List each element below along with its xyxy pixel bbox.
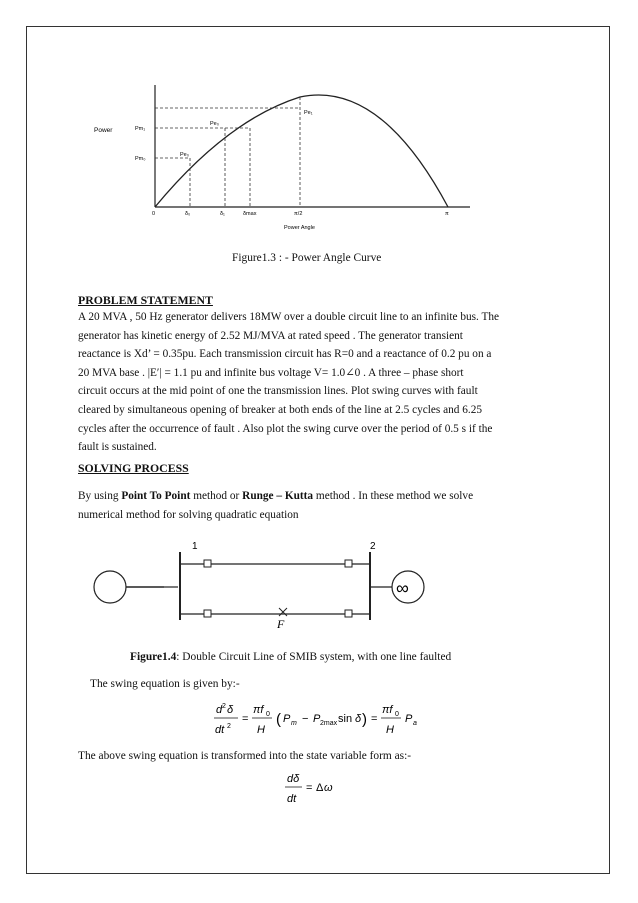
breaker-icon bbox=[204, 610, 211, 617]
svg-text:P: P bbox=[313, 713, 321, 725]
svg-text:m: m bbox=[291, 720, 297, 727]
svg-text:H: H bbox=[386, 724, 394, 736]
svg-text:2max: 2max bbox=[320, 720, 338, 727]
svg-text:): ) bbox=[362, 711, 367, 728]
smib-diagram bbox=[80, 532, 540, 632]
x-tick-pi: π bbox=[445, 211, 449, 217]
power-angle-curve bbox=[80, 80, 560, 240]
svg-text:Δ: Δ bbox=[316, 782, 324, 794]
curve-label-pe1: Pe₁ bbox=[304, 110, 313, 116]
svg-text:d: d bbox=[216, 704, 223, 716]
figure14-caption bbox=[130, 651, 451, 663]
y-tick-pm1: Pm₁ bbox=[135, 126, 146, 132]
svg-text:=: = bbox=[242, 713, 249, 725]
svg-text:δ: δ bbox=[355, 713, 362, 725]
svg-text:=: = bbox=[371, 713, 378, 725]
svg-text:0: 0 bbox=[266, 711, 270, 718]
svg-text:sin: sin bbox=[338, 713, 353, 725]
x-tick-0: 0 bbox=[152, 211, 156, 217]
solving-heading: SOLVING PROCESS bbox=[78, 461, 189, 475]
svg-text:dδ: dδ bbox=[287, 773, 300, 785]
svg-text:(: ( bbox=[276, 711, 281, 728]
figure14-caption-rest: : Double Circuit Line of SMIB system, with one line faulted bbox=[176, 651, 452, 663]
breaker-icon bbox=[345, 610, 352, 617]
solving-line2: numerical method for solving quadratic equation bbox=[78, 508, 299, 521]
bus-2-label: 2 bbox=[370, 541, 376, 552]
state-intro: The above swing equation is transformed into the state variable form as:- bbox=[78, 750, 412, 762]
svg-text:dt: dt bbox=[215, 724, 225, 736]
x-tick-d1: δ₁ bbox=[220, 211, 225, 217]
y-axis-label: Power bbox=[94, 127, 113, 134]
generator-icon bbox=[94, 571, 126, 603]
solving-pre: By using bbox=[78, 490, 122, 502]
method-point-to-point: Point To Point bbox=[121, 490, 191, 502]
swing-equation bbox=[210, 697, 460, 743]
svg-text:−: − bbox=[302, 713, 309, 725]
bus-1-label: 1 bbox=[192, 541, 198, 552]
svg-text:0: 0 bbox=[395, 711, 399, 718]
problem-line: cycles after the occurrence of fault . Also plot the swing curve over the period of 0.5 s if the bbox=[78, 422, 493, 435]
problem-line: reactance is Xd’ = 0.35pu. Each transmission circuit has R=0 and a reactance of 0.2 pu on a bbox=[78, 348, 492, 361]
problem-line: generator has kinetic energy of 2.52 MJ/MVA at rated speed . The generator transient bbox=[78, 329, 463, 342]
problem-line: circuit occurs at the mid point of one the transmission lines. Plot swing curves with fault bbox=[78, 385, 478, 398]
y-tick-pm0: Pm₀ bbox=[135, 156, 146, 162]
power-curve bbox=[155, 95, 448, 207]
svg-text:πf: πf bbox=[382, 704, 393, 716]
swing-intro: The swing equation is given by:- bbox=[90, 678, 240, 690]
fault-label: F bbox=[277, 617, 285, 631]
infinite-symbol: ∞ bbox=[396, 578, 409, 598]
svg-text:2: 2 bbox=[222, 703, 226, 710]
curve-label-pe0-a: Pe₀ bbox=[210, 121, 220, 127]
x-axis-label: Power Angle bbox=[284, 225, 315, 231]
breaker-icon bbox=[204, 560, 211, 567]
curve-label-pe0-b: Pe₀ bbox=[180, 152, 190, 158]
x-tick-dmax: δmax bbox=[243, 211, 257, 217]
problem-line: A 20 MVA , 50 Hz generator delivers 18MW over a double circuit line to an infinite bus. The bbox=[78, 311, 500, 323]
problem-line: fault is sustained. bbox=[78, 441, 157, 454]
problem-line: 20 MVA base . |E′| = 1.1 pu and infinite bus voltage V= 1.0∠0 . A three – phase short bbox=[78, 366, 464, 379]
svg-text:H: H bbox=[257, 724, 265, 736]
fault-icon bbox=[279, 608, 287, 616]
problem-text bbox=[78, 308, 583, 457]
svg-text:P: P bbox=[405, 713, 413, 725]
breaker-icon bbox=[345, 560, 352, 567]
figure13-caption: Figure1.3 : - Power Angle Curve bbox=[232, 252, 382, 264]
state-equation bbox=[282, 768, 362, 810]
solving-text bbox=[78, 487, 583, 524]
svg-text:P: P bbox=[283, 713, 291, 725]
svg-text:πf: πf bbox=[253, 704, 264, 716]
svg-text:2: 2 bbox=[227, 723, 231, 730]
problem-heading: PROBLEM STATEMENT bbox=[78, 293, 213, 307]
svg-text:a: a bbox=[413, 720, 417, 727]
x-tick-d0: δ₀ bbox=[185, 211, 191, 217]
figure14-caption-bold: Figure1.4 bbox=[130, 651, 177, 663]
svg-text:dt: dt bbox=[287, 793, 297, 805]
method-runge-kutta: Runge – Kutta bbox=[242, 490, 314, 502]
problem-line: cleared by simultaneous opening of breaker at both ends of the line at 2.5 cycles and 6.25 bbox=[78, 403, 483, 416]
solving-post: method . In these method we solve bbox=[313, 490, 474, 502]
x-tick-pi2: π/2 bbox=[294, 211, 303, 217]
svg-text:δ: δ bbox=[227, 704, 234, 716]
svg-text:=: = bbox=[306, 782, 313, 794]
solving-mid: method or bbox=[190, 490, 243, 502]
svg-text:ω: ω bbox=[324, 782, 333, 794]
